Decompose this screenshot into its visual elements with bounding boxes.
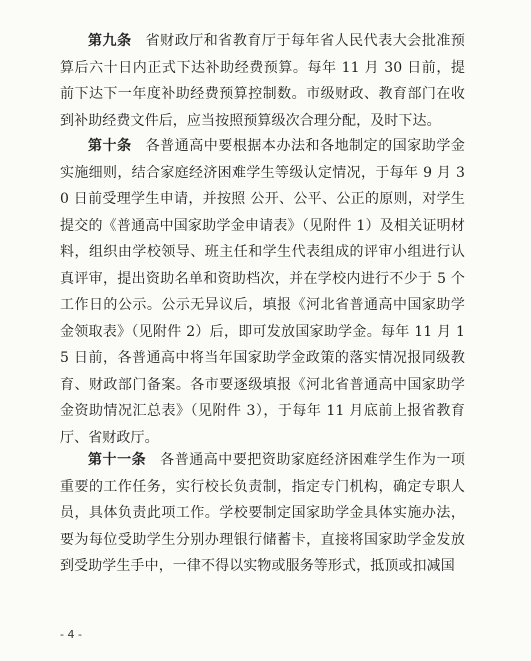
article-10-label: 第十条 <box>88 138 132 154</box>
page-number: - 4 - <box>60 628 82 641</box>
article-11-label: 第十一条 <box>88 452 147 468</box>
article-10-text: 各普通高中要根据本办法和各地制定的国家助学金实施细则，结合家庭经济困难学生等级认定情况，于每年 9 月 30 日前受理学生申请，并按照 公开、公平、公正的原则，对学生提交的《普通高中国家助学金申请表》（见附件 1）及相关证明材料，组织由学校领导、班主任和学生代表组成的评审小组进行认真评审，提出资助名单和资助档次，并在学校内进行不少于 5 个工作日的公示。公示无异议后，填报《河北省普通高中国家助学金领取表》（见附件 2）后，即可发放国家助学金。每年 11 月 15 日前，各普通高中将当年国家助学金政策的落实情况报同级教育、财政部门备案。各市要逐级填报《河北省普通高中国家助学金资助情况汇总表》（见附件 3），于每年 11 月底前上报省教育厅、省财政厅。 <box>60 138 465 446</box>
article-11 <box>60 447 465 580</box>
article-9 <box>60 28 465 134</box>
article-10 <box>60 133 465 451</box>
article-9-label: 第九条 <box>88 33 132 49</box>
article-9-text: 省财政厅和省教育厅于每年省人民代表大会批准预算后六十日内正式下达补助经费预算。每年 11 月 30 日前，提前下达下一年度补助经费预算控制数。市级财政、教育部门在收到补助经费文件后，应当按照预算级次合理分配，及时下达。 <box>60 33 465 129</box>
article-11-text: 各普通高中要把资助家庭经济困难学生作为一项重要的工作任务，实行校长负责制，指定专门机构，确定专职人员，具体负责此项工作。学校要制定国家助学金具体实施办法，要为每位受助学生分别办理银行储蓄卡，直接将国家助学金发放到受助学生手中，一律不得以实物或服务等形式，抵顶或扣减国 <box>60 452 465 574</box>
